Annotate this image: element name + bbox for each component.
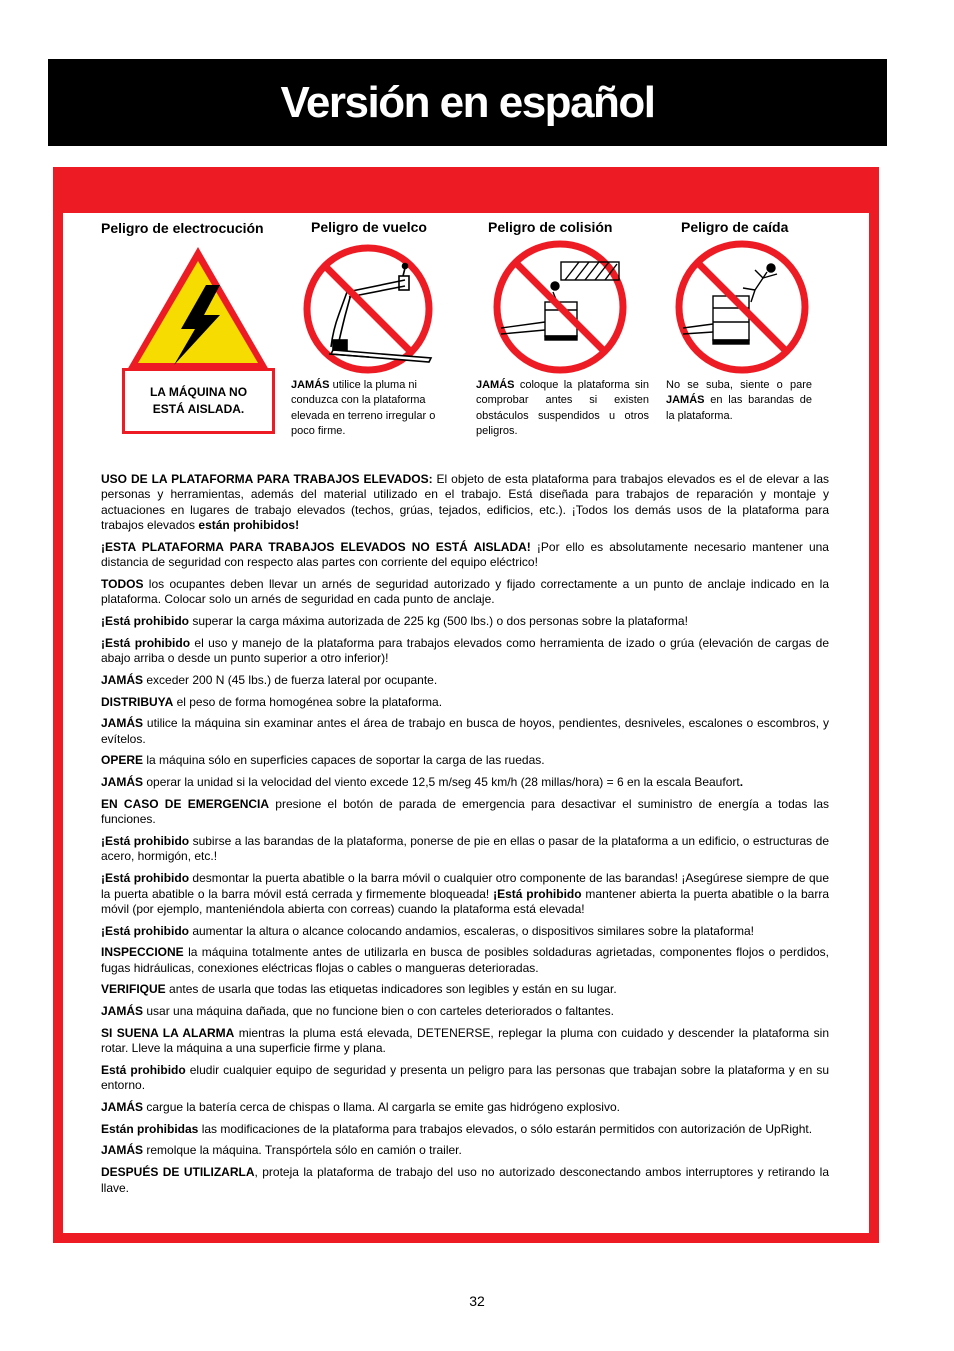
- rule-text: , proteja la plataforma de trabajo del uso no autorizado desconectando ambos interruptores y retirando la llave.: [101, 1165, 829, 1195]
- rule-emphasis: INSPECCIONE: [101, 945, 184, 960]
- notice-line-1: LA MÁQUINA NO: [149, 385, 248, 399]
- safety-rules-list: [101, 472, 829, 1202]
- rule-emphasis: OPERE: [101, 753, 144, 768]
- rule-emphasis: JAMÁS: [101, 1100, 144, 1115]
- rule-text: antes de usarla que todas las etiquetas indicadores son legibles y están en su lugar.: [165, 982, 617, 997]
- rule-emphasis: Está prohibido: [101, 1062, 186, 1077]
- rule-text: mantener abierta la puerta abatible o la barra móvil (por ejemplo, manteniéndola abierta con correas) cuando la plataforma está elevada!: [101, 886, 829, 916]
- rule-text: mientras la pluma está elevada, DETENERSE, replegar la pluma con cuidado y descender la plataforma sin rotar. Lleve la máquina a una superficie firme y plana.: [101, 1025, 829, 1056]
- rule-emphasis: ¡Está prohibido: [101, 833, 190, 848]
- hazard-title-collision: Peligro de colisión: [488, 219, 613, 235]
- safety-rule: [101, 695, 829, 710]
- rule-text: superar la carga máxima autorizada de 225 kg (500 lbs.) o dos personas sobre la plataforma!: [189, 614, 688, 629]
- safety-rule: [101, 775, 829, 790]
- rule-text: subirse a las barandas de la plataforma, ponerse de pie en ellas o pasar de la plataforma a un edificio, o estructuras de acero, hormigón, etc.!: [101, 833, 829, 864]
- caption-collision: [476, 378, 649, 439]
- rule-text: el peso de forma homogénea sobre la plataforma.: [173, 694, 443, 709]
- rule-emphasis: ¡Está prohibido: [493, 886, 582, 901]
- rule-emphasis: DISTRIBUYA: [101, 694, 174, 709]
- caption-fall: [666, 378, 812, 424]
- notice-line-2: ESTÁ AISLADA.: [152, 402, 245, 416]
- safety-rule: [101, 577, 829, 608]
- safety-rule: [101, 1122, 829, 1137]
- safety-rule: [101, 472, 829, 534]
- rule-text: la máquina totalmente antes de utilizarla en busca de posibles soldaduras agrietadas, componentes flojos o perdidos, fugas hidráulicas, conexiones eléctricas flojas o cables o mangueras deterioradas.: [101, 945, 829, 975]
- rule-emphasis: TODOS: [101, 577, 144, 592]
- rule-emphasis: .: [739, 775, 744, 790]
- rule-text: las modificaciones de la plataforma para trabajos elevados, o sólo estarán permitidos con autorización de UpRight.: [198, 1121, 813, 1136]
- rule-emphasis: SI SUENA LA ALARMA: [101, 1025, 235, 1040]
- rule-emphasis: JAMÁS: [101, 1004, 144, 1019]
- caption-emphasis: JAMÁS: [291, 379, 330, 391]
- rule-emphasis: JAMÁS: [101, 672, 144, 687]
- safety-rule: [101, 1004, 829, 1019]
- safety-rule: [101, 834, 829, 865]
- no-collision-icon: [491, 238, 629, 376]
- rule-emphasis: USO DE LA PLATAFORMA PARA TRABAJOS ELEVADOS:: [101, 472, 433, 486]
- no-tipover-icon: [301, 242, 435, 376]
- rule-text: remolque la máquina. Transpórtela sólo en camión o trailer.: [143, 1143, 462, 1158]
- rule-text: la máquina sólo en superficies capaces de soportar la carga de las ruedas.: [143, 753, 545, 768]
- safety-rule: [101, 945, 829, 976]
- hazard-title-fall: Peligro de caída: [681, 219, 789, 235]
- safety-rule: [101, 1165, 829, 1196]
- rule-emphasis: JAMÁS: [101, 775, 144, 790]
- safety-rule: [101, 924, 829, 939]
- rule-emphasis: están prohibidos!: [198, 518, 300, 533]
- safety-rule: [101, 871, 829, 917]
- rule-text: eludir cualquier equipo de seguridad y presenta un peligro para las personas que trabajan sobre la plataforma y en su entorno.: [101, 1062, 829, 1093]
- rule-text: presione el botón de parada de emergencia para desactivar el suministro de energía a todas las funciones.: [101, 796, 829, 827]
- rule-emphasis: VERIFIQUE: [101, 982, 166, 997]
- rule-emphasis: JAMÁS: [101, 716, 144, 731]
- safety-rule: [101, 673, 829, 688]
- safety-rule: [101, 614, 829, 629]
- safety-rule: [101, 716, 829, 747]
- safety-rule: [101, 540, 829, 571]
- rule-text: operar la unidad si la velocidad del viento excede 12,5 m/seg 45 km/h (28 millas/hora) = 6 en la escala Beaufort: [143, 775, 740, 790]
- safety-rule: [101, 982, 829, 997]
- hazard-title-electrocution: Peligro de electrocución: [101, 220, 264, 236]
- caption-emphasis: JAMÁS: [666, 394, 705, 407]
- hazard-title-tipover: Peligro de vuelco: [311, 219, 427, 235]
- rule-text: cargue la batería cerca de chispas o llama. Al cargarla se emite gas hidrógeno explosivo.: [143, 1100, 620, 1115]
- rule-emphasis: DESPUÉS DE UTILIZARLA: [101, 1165, 255, 1180]
- rule-text: el uso y manejo de la plataforma para trabajos elevados como herramienta de izado o grúa (elevación de cargas de abajo arriba o desde un punto superior a otro inferior)!: [101, 635, 829, 666]
- not-insulated-notice: [122, 368, 275, 434]
- rule-emphasis: JAMÁS: [101, 1143, 144, 1158]
- rule-text: usar una máquina dañada, que no funcione bien o con carteles deteriorados o faltantes.: [143, 1004, 615, 1019]
- safety-rule: [101, 797, 829, 828]
- safety-rule: [101, 1100, 829, 1115]
- safety-rule: [101, 1026, 829, 1057]
- rule-text: desmontar la puerta abatible o la barra móvil o cualquier otro componente de las barandas! ¡Asegúrese siempre de que la puerta abatible o la barra móvil está cerrada y firmemente bloqueada!: [101, 871, 829, 901]
- rule-emphasis: ¡Está prohibido: [101, 923, 189, 938]
- rule-emphasis: Están prohibidas: [101, 1121, 199, 1136]
- caption-text: No se suba, siente o pare: [666, 379, 812, 391]
- rule-emphasis: ¡Está prohibido: [101, 635, 191, 650]
- rule-text: ¡Por ello es absolutamente necesario mantener una distancia de seguridad con respecto alas partes con corriente del equipo eléctrico!: [101, 539, 829, 570]
- rule-text: los ocupantes deben llevar un arnés de seguridad autorizado y fijado correctamente a un punto de anclaje indicado en la plataforma. Colocar solo un arnés de seguridad en cada punto de anclaje.: [101, 577, 829, 607]
- safety-rule: [101, 753, 829, 768]
- safety-rule: [101, 636, 829, 667]
- electrocution-triangle-icon: [124, 243, 272, 373]
- page-number: 32: [469, 1293, 485, 1309]
- caption-emphasis: JAMÁS: [476, 379, 515, 391]
- caption-text: utilice la pluma ni conduzca con la plataforma elevada en terreno irregular o poco firme.: [291, 379, 436, 437]
- rule-text: utilice la máquina sin examinar antes el área de trabajo en busca de hoyos, pendientes, desniveles, escalones o escombros, y evítelos.: [101, 716, 829, 746]
- rule-emphasis: ¡Está prohibido: [101, 871, 190, 886]
- caption-text: coloque la plataforma sin comprobar antes si existen obstáculos suspendidos u otros peligros.: [476, 379, 649, 437]
- safety-rule: [101, 1063, 829, 1094]
- safety-rule: [101, 1143, 829, 1158]
- page-header: [48, 59, 887, 146]
- caption-text: en las barandas de la plataforma.: [666, 394, 812, 422]
- rule-text: exceder 200 N (45 lbs.) de fuerza lateral por ocupante.: [143, 672, 438, 687]
- rule-emphasis: EN CASO DE EMERGENCIA: [101, 796, 270, 811]
- no-fall-icon: [673, 238, 811, 376]
- caption-tipover: [291, 378, 441, 439]
- rule-text: aumentar la altura o alcance colocando andamios, escaleras, o dispositivos similares sobre la plataforma!: [189, 923, 754, 938]
- rule-emphasis: ¡Está prohibido: [101, 614, 189, 629]
- page-title: Versión en español: [280, 77, 655, 127]
- rule-text: El objeto de esta plataforma para trabajos elevados es el de elevar a las personas y herramientas, además del material utilizado en el trabajo. Está diseñada para trabajos de reparación y montaje y actuaciones en lugares de trabajo elevados (techos, grúas, tejados, edificios, etc.). ¡Todos los demás usos de la plataforma para trabajos elevados: [101, 472, 829, 533]
- rule-emphasis: ¡ESTA PLATAFORMA PARA TRABAJOS ELEVADOS NO ESTÁ AISLADA!: [101, 539, 531, 554]
